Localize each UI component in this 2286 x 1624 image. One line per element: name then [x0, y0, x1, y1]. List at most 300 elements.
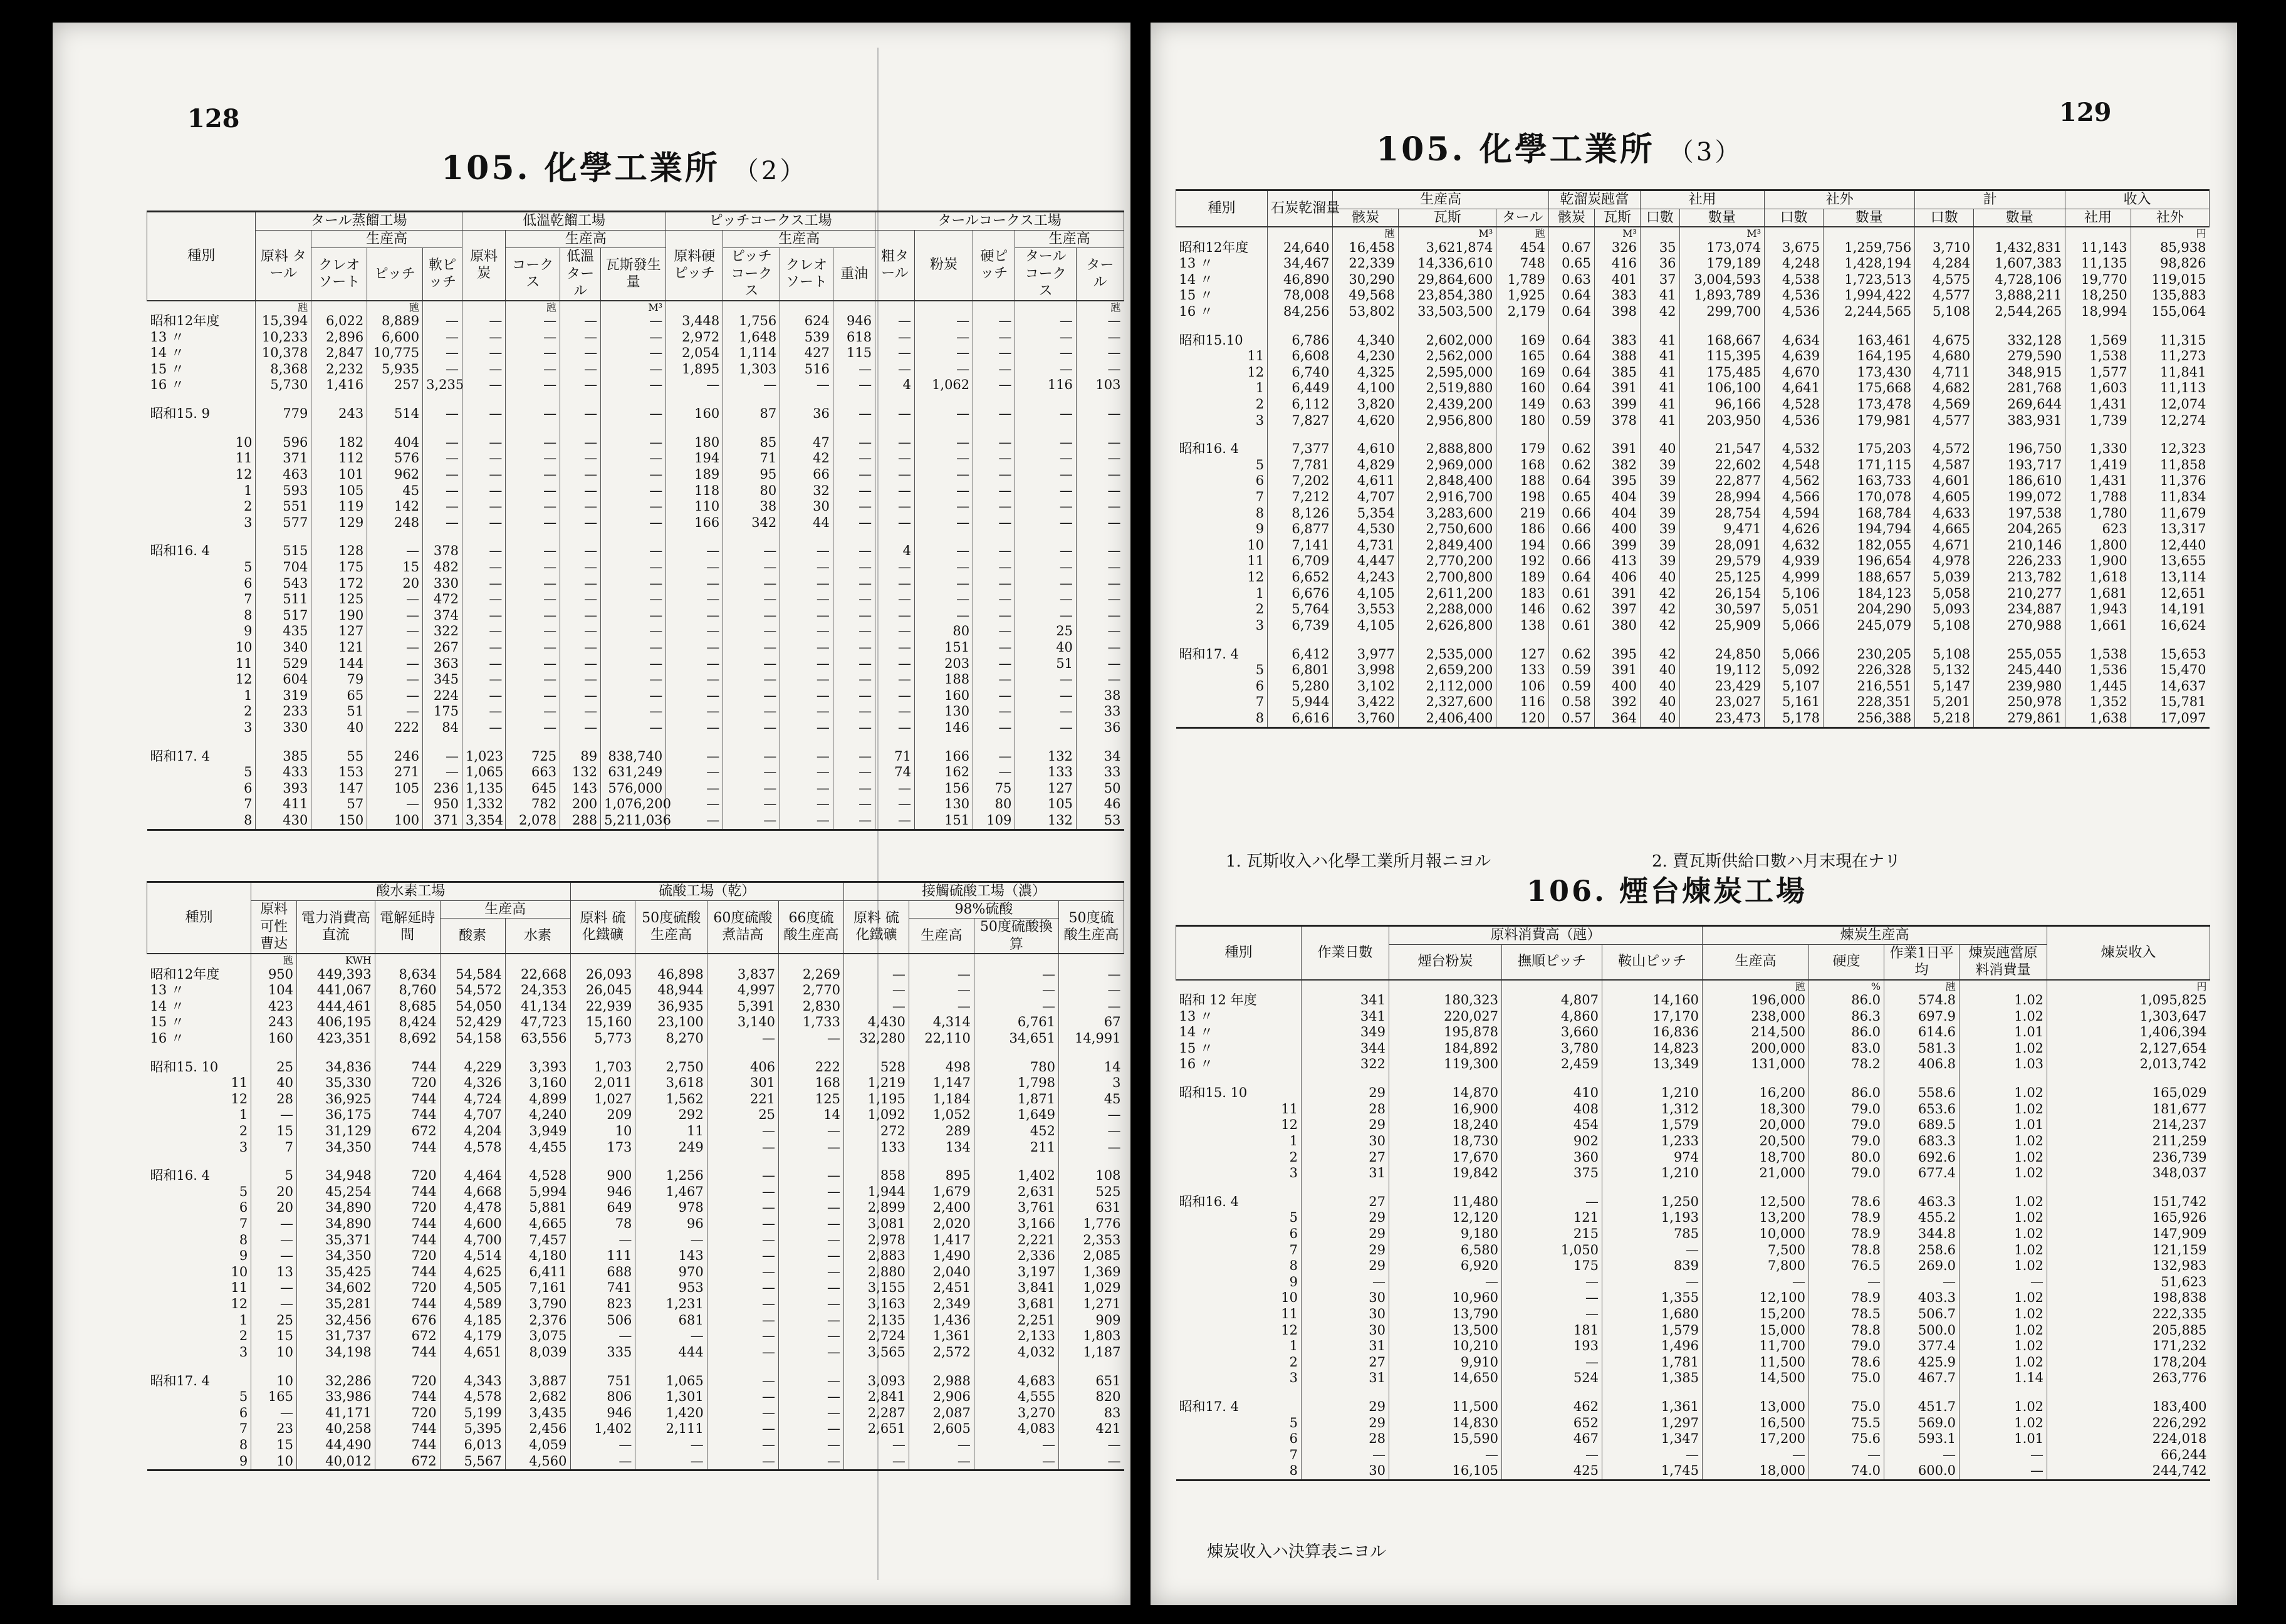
table-cell: —	[833, 764, 875, 781]
table-row	[147, 1123, 1124, 1140]
table-cell	[1884, 1182, 1960, 1194]
table-cell: 2,700,800	[1398, 570, 1496, 586]
row-label: 3	[239, 1139, 248, 1155]
table-cell: 14,650	[1389, 1370, 1502, 1387]
table-cell: 66,244	[2047, 1447, 2210, 1464]
table-cell	[505, 1155, 570, 1168]
table-cell: 132	[1015, 749, 1077, 765]
table-cell: 2,883	[843, 1248, 909, 1264]
table-cell: 255,055	[1974, 647, 2065, 663]
table-cell: 0.59	[1548, 413, 1594, 429]
table-cell: 96,166	[1679, 397, 1765, 413]
table-cell: 2,750	[635, 1059, 707, 1076]
table-cell: 104	[251, 982, 297, 999]
table-cell: —	[506, 720, 560, 736]
table-cell: 36,925	[297, 1091, 375, 1108]
table-cell: 173,478	[1824, 397, 1915, 413]
table-cell: 20	[367, 576, 423, 592]
table-cell: —	[780, 560, 833, 576]
table-cell: 29,864,600	[1398, 272, 1496, 288]
table-cell: 725	[506, 749, 560, 765]
table-cell: 248	[367, 515, 423, 531]
table-cell: —	[1602, 1242, 1703, 1259]
table-cell: 2,880	[843, 1264, 909, 1281]
table-cell: —	[462, 623, 505, 640]
table-cell: 3,760	[1333, 710, 1398, 727]
table-cell: —	[1015, 688, 1077, 704]
table-cell: 224	[423, 688, 462, 704]
group-header: 酸水素工場	[251, 882, 570, 901]
row-label: 2	[239, 1123, 248, 1138]
table-cell: 2,244,565	[1824, 304, 1915, 320]
row-label: 9	[1255, 521, 1265, 537]
table-cell: 1,420	[635, 1405, 707, 1422]
table-cell: 11,700	[1703, 1338, 1809, 1355]
unit-cell: 瓲	[1703, 980, 1809, 993]
table-cell: 10,378	[256, 345, 311, 362]
row-label	[1176, 320, 1268, 333]
table-cell: 2,631	[974, 1184, 1058, 1200]
table-cell	[462, 531, 505, 543]
table-cell: 4,807	[1502, 992, 1602, 1009]
table-cell: 162	[914, 764, 973, 781]
table-cell: 3,565	[843, 1345, 909, 1361]
group-header: 社用	[1640, 190, 1764, 209]
table-cell: 3,435	[505, 1405, 570, 1422]
table-cell: 4,728,106	[1974, 272, 2065, 288]
unit-cell	[780, 301, 833, 314]
column-header: 原料炭	[462, 230, 505, 301]
table-cell: 618	[833, 330, 875, 346]
table-cell: —	[1502, 1274, 1602, 1291]
table-cell: 33	[1076, 764, 1124, 781]
table-cell: 15,000	[1703, 1323, 1809, 1339]
table-cell	[251, 1047, 297, 1059]
row-label: 昭和15. 10	[150, 1059, 219, 1075]
table-cell: 32,456	[297, 1313, 375, 1329]
tar-factory-table	[147, 211, 1124, 831]
table-cell: 31,129	[297, 1123, 375, 1140]
table-cell: —	[367, 796, 423, 813]
table-cell: 524	[1502, 1370, 1602, 1387]
table-cell: —	[601, 499, 666, 515]
table-cell: 4,243	[1333, 570, 1398, 586]
row-label: 7	[239, 1216, 248, 1232]
unit-cell	[311, 301, 367, 314]
table-cell: 125	[779, 1091, 844, 1108]
row-label: 昭和17. 4	[150, 748, 210, 764]
table-cell: 2,572	[909, 1345, 974, 1361]
row-label: 13 〃	[1179, 256, 1213, 271]
group-header: 硫酸工場（乾）	[570, 882, 843, 901]
table-cell: —	[601, 467, 666, 483]
table-cell: 29	[1302, 1242, 1389, 1259]
table-cell: —	[462, 515, 505, 531]
table-cell	[707, 1155, 778, 1168]
table-cell: 482	[423, 560, 462, 576]
table-row	[147, 720, 1124, 736]
table-cell: 2,595,000	[1398, 365, 1496, 381]
table-cell: 31	[1302, 1370, 1389, 1387]
column-header: 作業1日平均	[1884, 944, 1960, 980]
table-cell: —	[423, 749, 462, 765]
table-cell: 978	[635, 1200, 707, 1216]
table-cell: 4,668	[440, 1184, 505, 1200]
table-cell: 1,925	[1496, 288, 1548, 304]
table-cell: 39	[1640, 521, 1679, 538]
table-cell: 406	[1594, 570, 1640, 586]
unit-cell	[1015, 301, 1077, 314]
table-row	[1176, 618, 2210, 634]
table-cell: —	[251, 1405, 297, 1422]
table-cell: 33,503,500	[1398, 304, 1496, 320]
table-cell: 25	[1015, 623, 1077, 640]
table-cell: 243	[251, 1014, 297, 1031]
table-cell	[1915, 320, 1974, 333]
table-cell: 39	[1640, 489, 1679, 506]
table-cell: 205,885	[2047, 1323, 2210, 1339]
table-cell: 0.64	[1548, 288, 1594, 304]
table-cell: 194,794	[1824, 521, 1915, 538]
table-row	[147, 1059, 1124, 1076]
table-cell: 203	[914, 656, 973, 672]
table-row	[147, 749, 1124, 765]
row-label: 1	[244, 687, 253, 703]
table-cell: —	[1302, 1274, 1389, 1291]
table-row	[1176, 473, 2210, 489]
table-cell: 5,730	[256, 377, 311, 393]
table-cell: 168,667	[1679, 333, 1765, 349]
table-row	[147, 688, 1124, 704]
table-cell: —	[875, 796, 915, 813]
table-cell: —	[423, 313, 462, 330]
table-cell: 163,461	[1824, 333, 1915, 349]
table-cell: —	[909, 999, 974, 1015]
table-cell: 3,270	[974, 1405, 1058, 1422]
table-cell: —	[666, 764, 723, 781]
table-cell: 1,703	[570, 1059, 635, 1076]
table-cell: —	[723, 764, 780, 781]
unit-cell	[1176, 227, 1268, 240]
table-cell: —	[833, 543, 875, 560]
table-cell: 12,323	[2131, 441, 2209, 457]
table-cell: 3,004,593	[1679, 272, 1765, 288]
table-cell: 269.0	[1884, 1258, 1960, 1274]
table-cell: —	[462, 672, 505, 688]
column-header: 作業日數	[1302, 926, 1389, 980]
table-cell: —	[560, 672, 601, 688]
table-cell: 36	[1076, 720, 1124, 736]
table-cell: 211	[974, 1140, 1058, 1156]
table-cell: —	[506, 576, 560, 592]
table-cell: 2,978	[843, 1232, 909, 1249]
unit-cell: 瓲	[256, 301, 311, 314]
table-cell	[560, 736, 601, 749]
table-cell: 1,803	[1058, 1328, 1124, 1345]
table-cell: 744	[375, 1091, 440, 1108]
table-cell: —	[1015, 543, 1077, 560]
table-cell: 0.64	[1548, 570, 1594, 586]
row-label: 昭和16. 4	[150, 543, 210, 559]
column-header: 軟ピッチ	[423, 248, 462, 301]
unit-cell	[843, 954, 909, 967]
table-cell: 17,670	[1389, 1150, 1502, 1166]
table-cell: —	[601, 515, 666, 531]
table-cell: 1.02	[1960, 1085, 2047, 1101]
table-cell: —	[707, 1280, 778, 1296]
section-title-106: 106. 煙台煉炭工場	[1527, 874, 1808, 908]
table-cell: 7,202	[1268, 473, 1333, 489]
table-cell: 909	[1058, 1313, 1124, 1329]
row-label: 昭和12年度	[1179, 239, 1249, 255]
table-cell	[1960, 1182, 2047, 1194]
table-cell: 1,361	[909, 1328, 974, 1345]
table-cell: 181	[1502, 1323, 1602, 1339]
table-cell: —	[833, 362, 875, 378]
table-row	[147, 591, 1124, 608]
table-cell: 0.64	[1548, 304, 1594, 320]
table-cell: 782	[506, 796, 560, 813]
table-cell: 6,740	[1268, 365, 1333, 381]
table-cell: 30	[1302, 1133, 1389, 1150]
table-cell: 46,898	[635, 967, 707, 983]
table-cell: 2,916,700	[1398, 489, 1496, 506]
table-cell: 165	[251, 1389, 297, 1405]
table-cell: 85,938	[2131, 240, 2209, 256]
table-cell: 79.0	[1809, 1117, 1884, 1133]
table-cell: —	[560, 591, 601, 608]
table-cell: —	[974, 1454, 1058, 1470]
table-cell: —	[875, 499, 915, 515]
table-cell: 119,015	[2131, 272, 2209, 288]
table-cell: 29,579	[1679, 553, 1765, 570]
table-cell: 1.02	[1960, 1399, 2047, 1415]
table-cell: —	[843, 999, 909, 1015]
table-cell: —	[914, 560, 973, 576]
column-header: 煉炭瓲當原料消費量	[1960, 944, 2047, 980]
table-cell: 76.5	[1809, 1258, 1884, 1274]
column-header: 生産高	[1703, 944, 1809, 980]
table-row	[1176, 1463, 2210, 1480]
table-row	[147, 515, 1124, 531]
table-cell	[1268, 634, 1333, 647]
table-cell: 676	[375, 1313, 440, 1329]
table-cell: 11,315	[2131, 333, 2209, 349]
table-cell: 1,233	[1602, 1133, 1703, 1150]
table-cell: —	[875, 608, 915, 624]
table-cell: 748	[1496, 256, 1548, 272]
table-cell: 383	[1594, 288, 1640, 304]
table-cell	[1058, 1047, 1124, 1059]
table-cell: 35	[1640, 240, 1679, 256]
table-row	[1176, 647, 2210, 663]
table-cell: 1,303	[723, 362, 780, 378]
table-cell: 7,212	[1268, 489, 1333, 506]
row-label: 昭和12年度	[150, 313, 220, 329]
table-cell: 33,986	[297, 1389, 375, 1405]
table-cell: 189	[1496, 570, 1548, 586]
table-cell: —	[779, 1437, 844, 1454]
row-label: 11	[235, 655, 253, 671]
table-cell: 950	[251, 967, 297, 983]
row-label: 6	[1289, 1226, 1298, 1241]
column-header: 口數	[1915, 209, 1974, 227]
table-cell: 2,085	[1058, 1248, 1124, 1264]
table-cell: —	[506, 672, 560, 688]
table-cell: 4,577	[1915, 288, 1974, 304]
column-header: 種別	[1176, 190, 1268, 227]
table-cell: 63,556	[505, 1031, 570, 1047]
table-cell: 12,440	[2131, 538, 2209, 554]
table-cell: 1.02	[1960, 1323, 2047, 1339]
table-cell: 1,369	[1058, 1264, 1124, 1281]
table-cell: 78	[570, 1216, 635, 1232]
table-cell: 2,221	[974, 1232, 1058, 1249]
table-cell: 138	[1496, 618, 1548, 634]
table-cell: 15,781	[2131, 694, 2209, 710]
table-cell: 86.3	[1809, 1009, 1884, 1025]
table-cell: 335	[570, 1345, 635, 1361]
table-cell: 953	[635, 1280, 707, 1296]
table-cell: 4,589	[440, 1296, 505, 1313]
table-cell: 2,179	[1496, 304, 1548, 320]
unit-cell	[909, 954, 974, 967]
table-cell: 41	[1640, 380, 1679, 397]
table-cell: 4,478	[440, 1200, 505, 1216]
column-header: 硬ピッチ	[973, 230, 1015, 301]
table-cell: 444,461	[297, 999, 375, 1015]
table-cell: 404	[367, 435, 423, 451]
table-cell: 0.59	[1548, 679, 1594, 695]
table-cell: 2,111	[635, 1421, 707, 1437]
table-cell: 4,899	[505, 1091, 570, 1108]
table-cell	[779, 1361, 844, 1373]
table-cell: 838,740	[601, 749, 666, 765]
table-cell: 143	[560, 781, 601, 797]
table-cell: —	[1502, 1447, 1602, 1464]
table-cell: 168	[779, 1075, 844, 1091]
table-cell: 224,018	[2047, 1431, 2210, 1447]
table-cell: 1,781	[1602, 1355, 1703, 1371]
unit-cell	[147, 301, 256, 314]
table-cell: 2,659,200	[1398, 662, 1496, 679]
row-label: 6	[239, 1200, 248, 1215]
table-cell: 4,105	[1333, 618, 1398, 634]
table-cell	[723, 736, 780, 749]
table-cell: 116	[1015, 377, 1077, 393]
table-cell: 8,692	[375, 1031, 440, 1047]
table-cell: —	[601, 623, 666, 640]
table-cell: —	[423, 362, 462, 378]
table-cell: 8,126	[1268, 506, 1333, 522]
table-cell: 2,847	[311, 345, 367, 362]
table-cell: 16,105	[1389, 1463, 1502, 1480]
table-cell: 204,265	[1974, 521, 2065, 538]
table-cell: 20,000	[1703, 1117, 1809, 1133]
table-cell: 239,980	[1974, 679, 2065, 695]
table-cell: —	[875, 576, 915, 592]
spacer-row	[1176, 1387, 2210, 1399]
unit-cell	[570, 954, 635, 967]
table-cell: 301	[707, 1075, 778, 1091]
table-cell	[914, 393, 973, 406]
table-cell: 6,801	[1268, 662, 1333, 679]
table-cell: 28	[1302, 1431, 1389, 1447]
table-cell: 195,878	[1389, 1024, 1502, 1041]
unit-cell: KWH	[297, 954, 375, 967]
table-cell: 4,665	[505, 1216, 570, 1232]
table-cell: —	[1076, 345, 1124, 362]
table-cell: 134	[909, 1140, 974, 1156]
table-cell: 171,232	[2047, 1338, 2210, 1355]
table-cell: 24,850	[1679, 647, 1765, 663]
unit-cell	[635, 954, 707, 967]
table-cell: 1,052	[909, 1107, 974, 1123]
table-row	[1176, 1101, 2210, 1118]
table-cell	[1389, 1073, 1502, 1085]
table-cell: 14,637	[2131, 679, 2209, 695]
table-cell: 3,820	[1333, 397, 1398, 413]
spacer-row	[147, 393, 1124, 406]
table-cell: 1,780	[2065, 506, 2131, 522]
table-cell: 4	[875, 543, 915, 560]
table-cell: 48,944	[635, 982, 707, 999]
table-cell: 2,830	[779, 999, 844, 1015]
table-cell: —	[1076, 483, 1124, 499]
column-header: 數量	[1824, 209, 1915, 227]
table-cell	[1058, 1155, 1124, 1168]
table-cell: 1.02	[1960, 1101, 2047, 1118]
table-cell: 0.64	[1548, 333, 1594, 349]
table-cell: —	[666, 688, 723, 704]
table-cell: —	[601, 450, 666, 467]
title-sub: （3）	[1668, 138, 1743, 167]
table-cell: 23	[251, 1421, 297, 1437]
table-row	[1176, 1150, 2210, 1166]
table-row	[147, 656, 1124, 672]
row-label: 12	[231, 1091, 248, 1106]
table-row	[147, 623, 1124, 640]
spacer-row	[147, 1047, 1124, 1059]
table-cell: —	[833, 406, 875, 422]
row-label: 12	[1281, 1322, 1298, 1338]
table-cell: 84	[423, 720, 462, 736]
unit-row	[1176, 227, 2210, 240]
row-label: 16 〃	[1179, 1056, 1213, 1072]
table-cell: —	[1076, 330, 1124, 346]
table-cell: 720	[375, 1075, 440, 1091]
table-cell: —	[506, 377, 560, 393]
table-cell: 5,201	[1915, 694, 1974, 710]
table-row	[147, 543, 1124, 560]
table-cell: 39	[1640, 538, 1679, 554]
table-cell: 3,681	[974, 1296, 1058, 1313]
table-cell: 24,353	[505, 982, 570, 999]
table-cell: 4,605	[1915, 489, 1974, 506]
table-cell: 22,877	[1679, 473, 1765, 489]
table-cell: —	[779, 1264, 844, 1281]
table-cell: —	[666, 672, 723, 688]
table-cell: 744	[375, 1437, 440, 1454]
table-cell: 4,639	[1765, 348, 1824, 365]
unit-cell	[1974, 227, 2065, 240]
table-cell: 215	[1502, 1226, 1602, 1242]
table-cell: —	[875, 640, 915, 656]
table-cell: 173	[570, 1140, 635, 1156]
row-label: 12	[1247, 570, 1265, 585]
unit-cell: M³	[1594, 227, 1640, 240]
row-label	[1176, 429, 1268, 441]
